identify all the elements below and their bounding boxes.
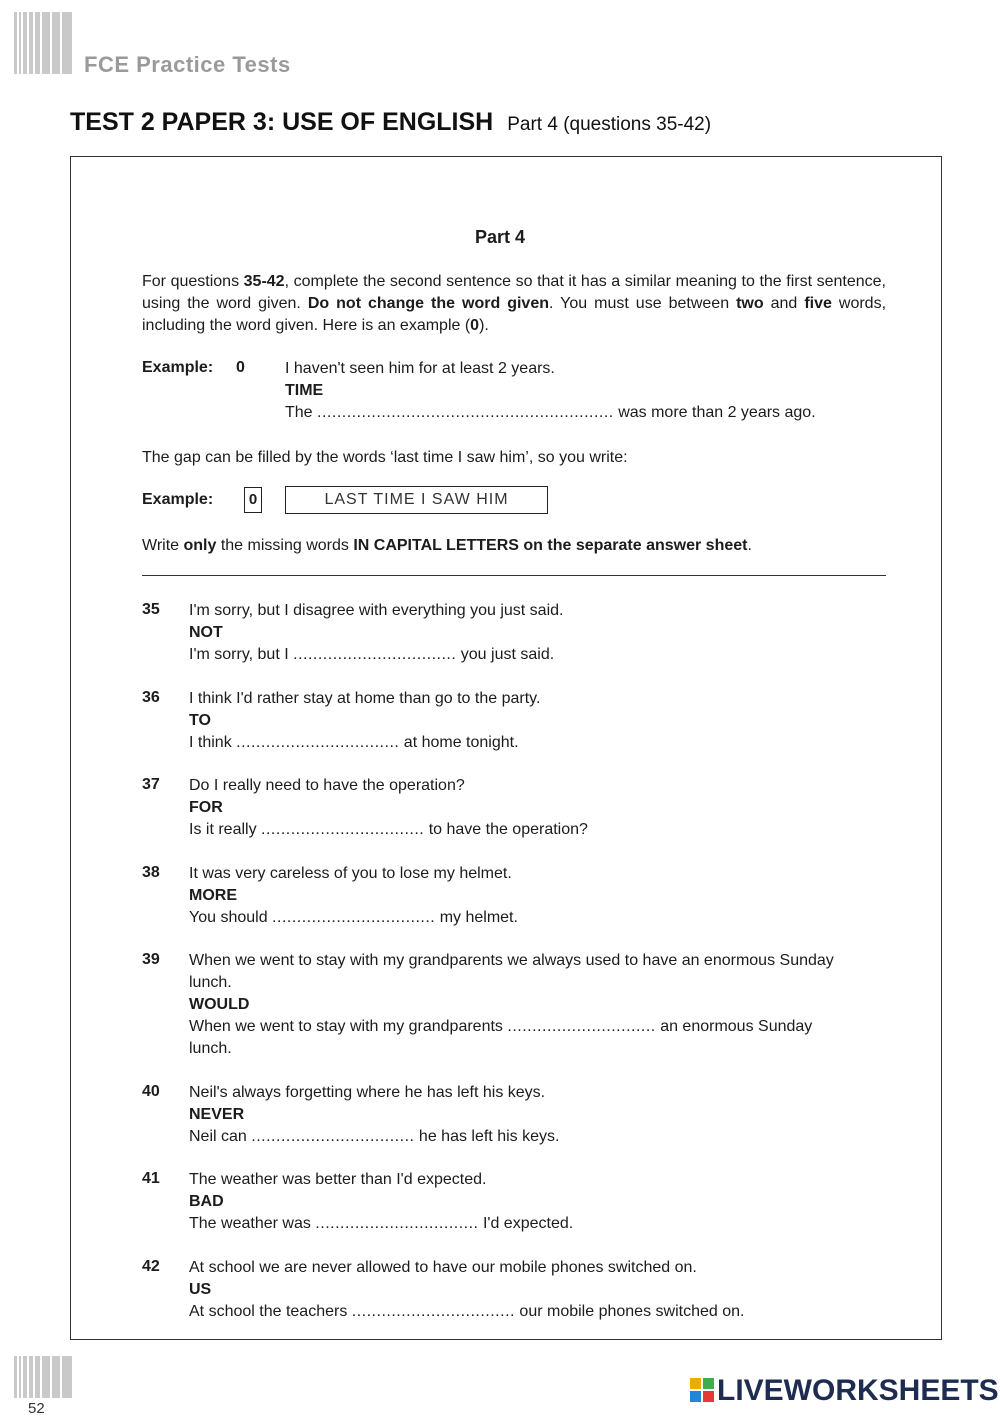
question-keyword: FOR	[189, 799, 223, 816]
test-title	[70, 108, 711, 137]
question-38	[189, 863, 889, 929]
question-keyword: BAD	[189, 1193, 224, 1210]
liveworksheets-logo-icon	[690, 1378, 714, 1402]
question-keyword: MORE	[189, 887, 237, 904]
question-gap-line[interactable]: Is it really ................................. to have the operation?	[189, 821, 588, 838]
question-42	[189, 1257, 889, 1323]
question-gap-line[interactable]: The weather was ................................. I'd expected.	[189, 1215, 574, 1232]
liveworksheets-text: LIVEWORKSHEETS	[717, 1374, 999, 1407]
example-answer-box: LAST TIME I SAW HIM	[285, 486, 548, 514]
divider	[142, 575, 886, 576]
book-series-title: FCE Practice Tests	[84, 52, 291, 77]
question-sentence: When we went to stay with my grandparents we always used to have an enormous Sunday lunch.	[189, 952, 834, 991]
question-gap-line[interactable]: You should ................................. my helmet.	[189, 909, 518, 926]
question-sentence: Do I really need to have the operation?	[189, 777, 465, 794]
question-number: 41	[142, 1170, 160, 1187]
example-explanation: The gap can be filled by the words ‘last time I saw him’, so you write:	[142, 449, 628, 466]
question-keyword: NOT	[189, 624, 223, 641]
question-number: 39	[142, 951, 160, 968]
question-gap-line[interactable]: At school the teachers ................................. our mobile phones switched on.	[189, 1303, 745, 1320]
question-keyword: WOULD	[189, 996, 250, 1013]
example-label: Example:	[142, 359, 214, 376]
example-sentence: I haven't seen him for at least 2 years.	[285, 360, 555, 377]
question-sentence: At school we are never allowed to have our mobile phones switched on.	[189, 1259, 697, 1276]
question-39	[189, 950, 879, 1060]
write-instruction: Write only the missing words IN CAPITAL LETTERS on the separate answer sheet.	[142, 537, 752, 554]
footer-stripes	[14, 1356, 72, 1398]
liveworksheets-brand[interactable]	[690, 1374, 999, 1408]
question-keyword: US	[189, 1281, 212, 1298]
example-keyword: TIME	[285, 382, 324, 399]
question-35	[189, 600, 889, 666]
question-37	[189, 775, 889, 841]
example-gap-line: The ............................................................ was more than 2 years ago.	[285, 404, 816, 421]
question-number: 40	[142, 1083, 160, 1100]
question-sentence: I think I'd rather stay at home than go to the party.	[189, 690, 541, 707]
example-question	[285, 358, 885, 424]
question-40	[189, 1082, 889, 1148]
question-number: 35	[142, 601, 160, 618]
example-answer-label: Example:	[142, 491, 214, 508]
question-sentence: It was very careless of you to lose my helmet.	[189, 865, 512, 882]
question-41	[189, 1169, 889, 1235]
instructions: For questions 35-42, complete the second sentence so that it has a similar meaning to the first sentence, using the word given. Do not change the word given. You must use between two and five words, including the word given. Here is an example (0).	[142, 273, 887, 334]
header-stripes	[14, 12, 72, 74]
example-answer-number-box: 0	[244, 487, 262, 513]
example-number: 0	[236, 359, 245, 376]
question-sentence: I'm sorry, but I disagree with everything you just said.	[189, 602, 564, 619]
question-number: 37	[142, 776, 160, 793]
question-keyword: TO	[189, 712, 211, 729]
part-heading: Part 4	[474, 227, 526, 247]
question-gap-line[interactable]: I think ................................. at home tonight.	[189, 734, 519, 751]
question-36	[189, 688, 889, 754]
question-number: 38	[142, 864, 160, 881]
question-sentence: Neil's always forgetting where he has left his keys.	[189, 1084, 546, 1101]
question-number: 36	[142, 689, 160, 706]
test-subtitle: Part 4 (questions 35-42)	[507, 114, 712, 135]
question-gap-line[interactable]: Neil can ................................. he has left his keys.	[189, 1128, 560, 1145]
question-gap-line[interactable]: When we went to stay with my grandparents .............................. an enormous Sunday lunch.	[189, 1018, 813, 1057]
question-sentence: The weather was better than I'd expected.	[189, 1171, 487, 1188]
question-number: 42	[142, 1258, 160, 1275]
test-title-main: TEST 2 PAPER 3: USE OF ENGLISH	[70, 108, 494, 136]
page-number: 52	[28, 1400, 45, 1417]
question-keyword: NEVER	[189, 1106, 245, 1123]
question-gap-line[interactable]: I'm sorry, but I ................................. you just said.	[189, 646, 555, 663]
